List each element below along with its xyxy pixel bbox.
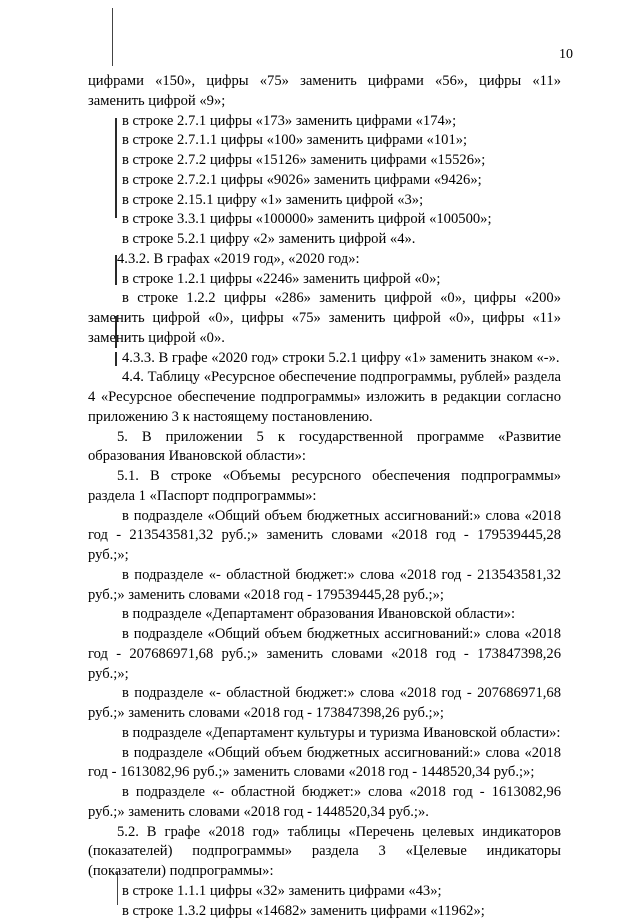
paragraph: в подразделе «- областной бюджет:» слова «2018 год - 213543581,32 руб.;» заменить словами «2018 год - 179539445,28 руб.;»; [88,566,561,606]
document-body [88,72,561,921]
paragraph: в строке 2.7.1 цифры «173» заменить цифрами «174»; [88,112,561,132]
paragraph: в строке 1.3.2 цифры «14682» заменить цифрами «11962»; [88,902,561,921]
paragraph: 5.2. В графе «2018 год» таблицы «Перечень целевых индикаторов (показателей) подпрограммы» раздела 3 «Целевые индикаторы (показатели) подпрограммы»: [88,823,561,882]
paragraph: в строке 1.1.1 цифры «32» заменить цифрами «43»; [88,882,561,902]
paragraph: в подразделе «Департамент культуры и туризма Ивановской области»: [88,724,561,744]
paragraph: 4.4. Таблицу «Ресурсное обеспечение подпрограммы, рублей» раздела 4 «Ресурсное обеспечение подпрограммы» изложить в редакции согласно приложению 3 к настоящему постановлению. [88,368,561,427]
page-number: 10 [559,47,573,63]
paragraph: в строке 1.2.2 цифры «286» заменить цифрой «0», цифры «200» заменить цифрой «0», цифры «75» заменить цифрой «0», цифры «11» заменить цифрой «0». [88,289,561,348]
paragraph: 5.1. В строке «Объемы ресурсного обеспечения подпрограммы» раздела 1 «Паспорт подпрограммы»: [88,467,561,507]
paragraph: в подразделе «Общий объем бюджетных ассигнований:» слова «2018 год - 1613082,96 руб.;» заменить словами «2018 год - 1448520,34 руб.;»; [88,744,561,784]
paragraph: заменить цифрой «9»; [88,92,561,112]
paragraph: в подразделе «- областной бюджет:» слова «2018 год - 207686971,68 руб.;» заменить словами «2018 год - 173847398,26 руб.;»; [88,684,561,724]
paragraph: в строке 5.2.1 цифру «2» заменить цифрой «4». [88,230,561,250]
paragraph: 5. В приложении 5 к государственной программе «Развитие образования Ивановской области»: [88,428,561,468]
paragraph: в строке 3.3.1 цифры «100000» заменить цифрой «100500»; [88,210,561,230]
paragraph: в подразделе «Общий объем бюджетных ассигнований:» слова «2018 год - 213543581,32 руб.;» заменить словами «2018 год - 179539445,28 руб.;»; [88,507,561,566]
paragraph: в строке 2.7.2 цифры «15126» заменить цифрами «15526»; [88,151,561,171]
paragraph: цифрами «150», цифры «75» заменить цифрами «56», цифры «11» [88,72,561,92]
paragraph: в подразделе «Департамент образования Ивановской области»: [88,605,561,625]
paragraph: в строке 2.15.1 цифру «1» заменить цифрой «3»; [88,191,561,211]
paragraph: в строке 1.2.1 цифры «2246» заменить цифрой «0»; [88,270,561,290]
paragraph: 4.3.3. В графе «2020 год» строки 5.2.1 цифру «1» заменить знаком «-». [88,349,561,369]
paragraph: в строке 2.7.2.1 цифры «9026» заменить цифрами «9426»; [88,171,561,191]
paragraph: 4.3.2. В графах «2019 год», «2020 год»: [88,250,561,270]
paragraph: в строке 2.7.1.1 цифры «100» заменить цифрами «101»; [88,131,561,151]
paragraph: в подразделе «Общий объем бюджетных ассигнований:» слова «2018 год - 207686971,68 руб.;» заменить словами «2018 год - 173847398,26 руб.;»; [88,625,561,684]
paragraph: в подразделе «- областной бюджет:» слова «2018 год - 1613082,96 руб.;» заменить словами «2018 год - 1448520,34 руб.;». [88,783,561,823]
scan-artifact-top [112,8,113,66]
